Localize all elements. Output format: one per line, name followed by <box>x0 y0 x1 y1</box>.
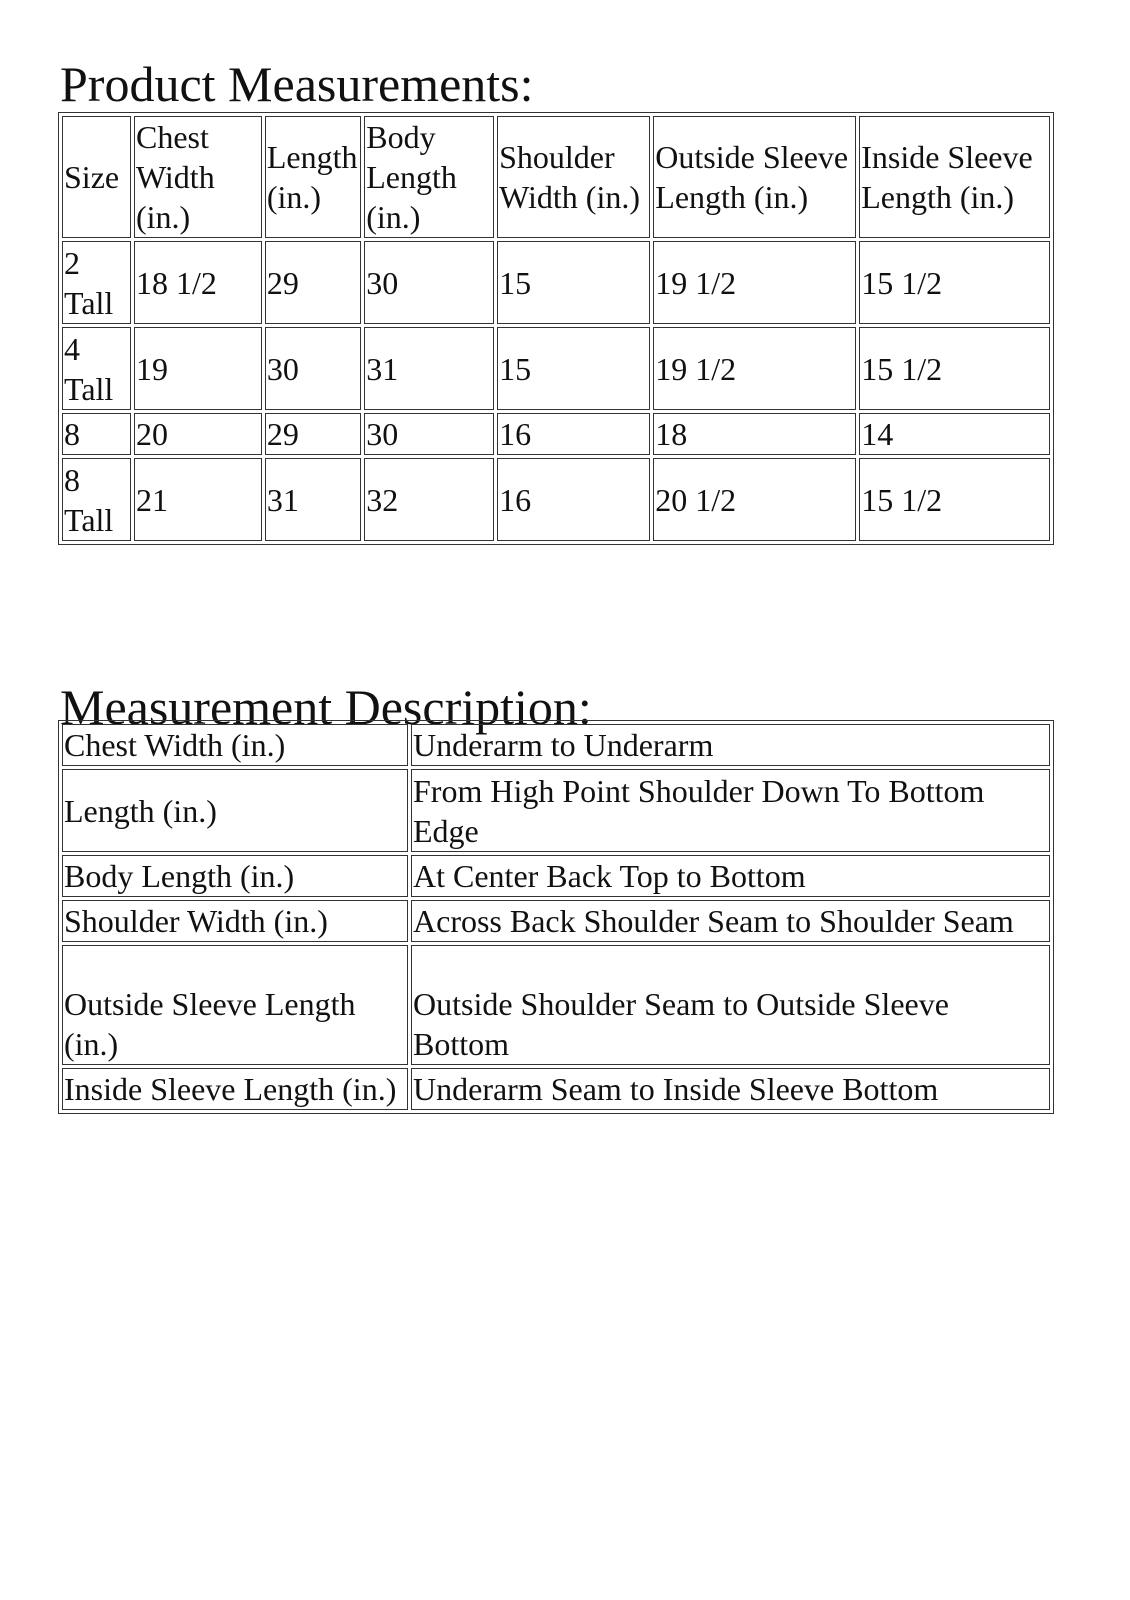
table-row <box>62 900 1050 942</box>
cell-length: 30 <box>265 327 361 410</box>
description-label: Inside Sleeve Length (in.) <box>62 1068 408 1110</box>
cell-body-length: 30 <box>364 413 494 455</box>
description-text: Underarm Seam to Inside Sleeve Bottom <box>411 1068 1050 1110</box>
table-header-row <box>62 116 1050 238</box>
cell-chest-width: 19 <box>134 327 262 410</box>
cell-chest-width: 18 1/2 <box>134 241 262 324</box>
header-length: Length (in.) <box>265 116 361 238</box>
description-text: At Center Back Top to Bottom <box>411 855 1050 897</box>
description-label: Shoulder Width (in.) <box>62 900 408 942</box>
header-size: Size <box>62 116 131 238</box>
measurement-description-table <box>58 720 1054 1114</box>
description-label: Length (in.) <box>62 769 408 852</box>
cell-length: 31 <box>265 458 361 541</box>
table-row <box>62 855 1050 897</box>
table-row <box>62 413 1050 455</box>
cell-length: 29 <box>265 241 361 324</box>
cell-inside-sleeve-length: 15 1/2 <box>859 458 1050 541</box>
description-text: From High Point Shoulder Down To Bottom Edge <box>411 769 1050 852</box>
header-outside-sleeve-length: Outside Sleeve Length (in.) <box>653 116 856 238</box>
header-shoulder-width: Shoulder Width (in.) <box>497 116 650 238</box>
table-row <box>62 1068 1050 1110</box>
table-row <box>62 724 1050 766</box>
description-text: Underarm to Underarm <box>411 724 1050 766</box>
cell-shoulder-width: 16 <box>497 413 650 455</box>
cell-inside-sleeve-length: 14 <box>859 413 1050 455</box>
table-row <box>62 327 1050 410</box>
measurement-description-title: Measurement Description: <box>60 679 592 735</box>
cell-length: 29 <box>265 413 361 455</box>
cell-size: 2 Tall <box>62 241 131 324</box>
cell-shoulder-width: 15 <box>497 241 650 324</box>
description-label: Body Length (in.) <box>62 855 408 897</box>
cell-chest-width: 21 <box>134 458 262 541</box>
header-chest-width: Chest Width (in.) <box>134 116 262 238</box>
cell-body-length: 32 <box>364 458 494 541</box>
cell-body-length: 31 <box>364 327 494 410</box>
table-row <box>62 945 1050 1065</box>
cell-outside-sleeve-length: 19 1/2 <box>653 241 856 324</box>
product-measurements-title: Product Measurements: <box>60 56 534 112</box>
cell-size: 4 Tall <box>62 327 131 410</box>
header-inside-sleeve-length: Inside Sleeve Length (in.) <box>859 116 1050 238</box>
cell-body-length: 30 <box>364 241 494 324</box>
description-label: Chest Width (in.) <box>62 724 408 766</box>
cell-shoulder-width: 15 <box>497 327 650 410</box>
cell-inside-sleeve-length: 15 1/2 <box>859 241 1050 324</box>
description-label: Outside Sleeve Length (in.) <box>62 945 408 1065</box>
cell-size: 8 <box>62 413 131 455</box>
table-row <box>62 769 1050 852</box>
table-row <box>62 458 1050 541</box>
cell-shoulder-width: 16 <box>497 458 650 541</box>
description-text: Across Back Shoulder Seam to Shoulder Seam <box>411 900 1050 942</box>
cell-chest-width: 20 <box>134 413 262 455</box>
cell-outside-sleeve-length: 20 1/2 <box>653 458 856 541</box>
cell-inside-sleeve-length: 15 1/2 <box>859 327 1050 410</box>
description-text: Outside Shoulder Seam to Outside Sleeve Bottom <box>411 945 1050 1065</box>
header-body-length: Body Length (in.) <box>364 116 494 238</box>
table-row <box>62 241 1050 324</box>
cell-outside-sleeve-length: 19 1/2 <box>653 327 856 410</box>
cell-size: 8 Tall <box>62 458 131 541</box>
product-measurements-table <box>58 112 1054 545</box>
cell-outside-sleeve-length: 18 <box>653 413 856 455</box>
